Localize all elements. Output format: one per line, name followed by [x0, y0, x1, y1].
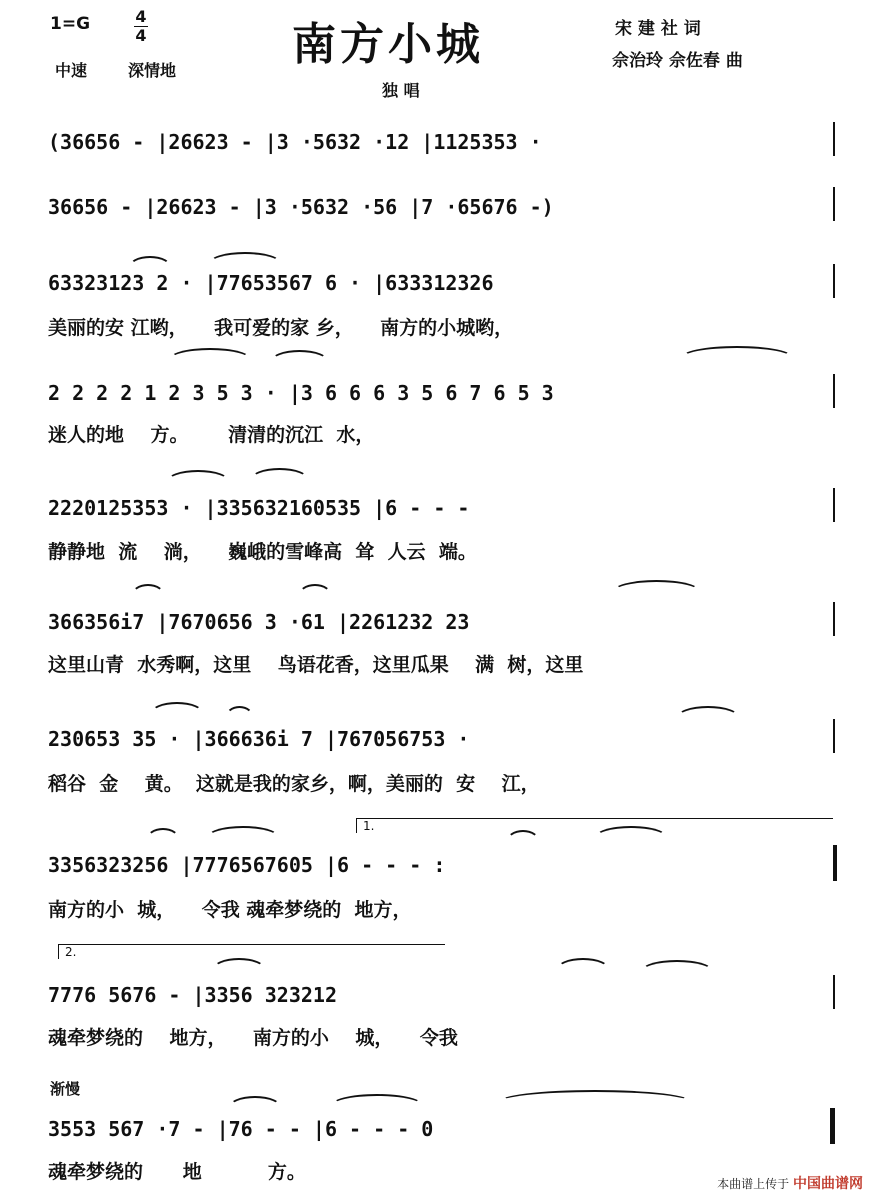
- notation-row-5: 2220125353 · |335632160535 |6 - - -: [48, 496, 470, 520]
- lyrics-row-3: 美丽的安 江哟， 我可爱的家 乡， 南方的小城哟，: [48, 317, 514, 339]
- lyrics-row-10: 魂牵梦绕的 地 方。: [48, 1161, 306, 1183]
- notation-row-9: 7776 5676 - |3356 323212: [48, 983, 337, 1007]
- notation-row-10: 3553 567 ·7 - |76 - - |6 - - - 0: [48, 1117, 434, 1141]
- notation-row-2: 36656 - |26623 - |3 ·5632 ·56 |7 ·65676 -): [48, 195, 554, 219]
- time-signature-bottom: 4: [135, 26, 147, 45]
- tempo-marking: 中速: [55, 61, 88, 80]
- time-signature: [131, 8, 151, 45]
- lyrics-row-7: 稻谷 金 黄。 这就是我的家乡，啊，美丽的 安 江，: [48, 773, 540, 795]
- composer-credit: 佘治玲 佘佐春 曲: [612, 51, 743, 71]
- notation-row-4: 2 2 2 2 1 2 3 5 3 · |3 6 6 6 3 5 6 7 6 5 3: [48, 381, 554, 405]
- time-signature-top: 4: [135, 7, 147, 26]
- final-repeat-barline: [833, 845, 837, 881]
- lyrics-row-9: 魂牵梦绕的 地方， 南方的小 城， 令我: [48, 1027, 458, 1049]
- barline: [833, 122, 835, 156]
- barline: [833, 719, 835, 753]
- upload-watermark: [717, 1173, 863, 1193]
- volta-1-bracket: 1.: [356, 818, 833, 833]
- notation-row-1: (36656 - |26623 - |3 ·5632 ·12 |1125353 ·: [48, 130, 542, 154]
- song-title: 南方小城: [292, 19, 484, 70]
- site-logo-text: 中国曲谱网: [793, 1176, 863, 1192]
- lyrics-row-8: 南方的小 城， 令我 魂牵梦绕的 地方，: [48, 899, 412, 921]
- barline: [833, 374, 835, 408]
- volta-2-bracket: 2.: [58, 944, 445, 959]
- barline: [833, 975, 835, 1009]
- barline: [833, 187, 835, 221]
- lyrics-row-6: 这里山青 水秀啊，这里 鸟语花香，这里瓜果 满 树，这里: [48, 654, 584, 676]
- lyricist-credit: 宋 建 社 词: [615, 19, 701, 39]
- final-barline: [830, 1108, 835, 1144]
- performance-type: 独 唱: [382, 81, 420, 100]
- notation-row-3: 63323123 2 · |77653567 6 · |633312326: [48, 271, 494, 295]
- barline: [833, 264, 835, 298]
- lyrics-row-4: 迷人的地 方。 清清的沉江 水，: [48, 424, 375, 446]
- ritardando-marking: 渐慢: [50, 1080, 81, 1098]
- key-signature: 1=G: [50, 14, 91, 34]
- upload-note: 本曲谱上传于: [717, 1177, 790, 1191]
- barline: [833, 602, 835, 636]
- notation-row-7: 230653 35 · |366636i 7 |767056753 ·: [48, 727, 470, 751]
- lyrics-row-5: 静静地 流 淌， 巍峨的雪峰高 耸 人云 端。: [48, 541, 477, 563]
- notation-row-6: 366356i7 |7670656 3 ·61 |2261232 23: [48, 610, 470, 634]
- barline: [833, 488, 835, 522]
- notation-row-8: 3356323256 |7776567605 |6 - - - :: [48, 853, 446, 877]
- expression-marking: 深情地: [128, 61, 177, 80]
